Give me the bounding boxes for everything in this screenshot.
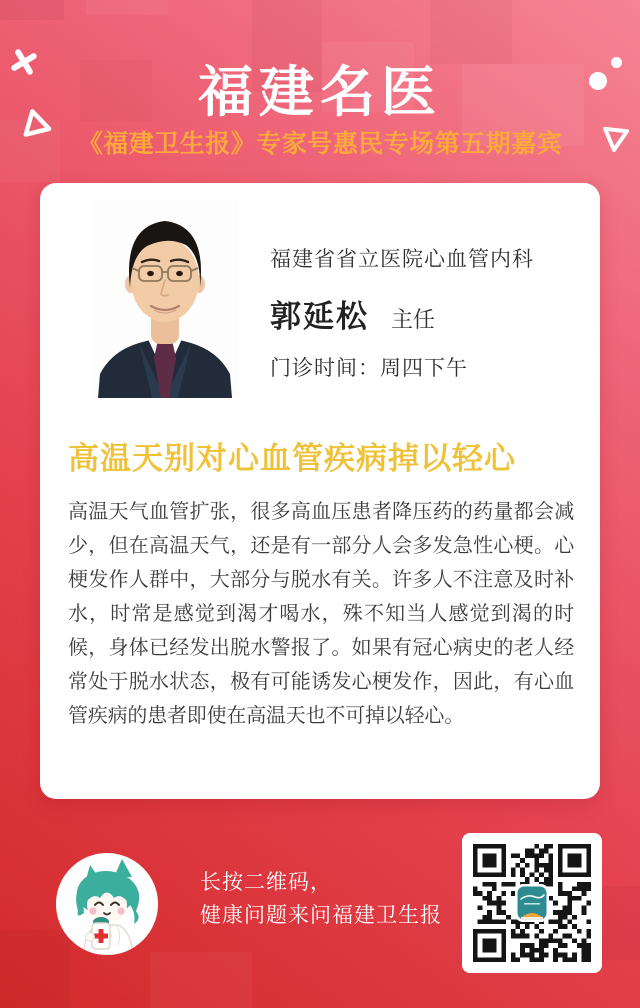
doctor-name: 郭延松: [270, 299, 369, 334]
clinic-hours: 门诊时间：周四下午: [270, 357, 468, 380]
cta-text: [200, 866, 442, 932]
nurse-mascot-avatar: [56, 853, 158, 955]
bg-block: [86, 0, 168, 15]
doctor-photo: [92, 200, 238, 398]
cta-line-1: 长按二维码，: [200, 871, 332, 894]
bg-block: [150, 952, 252, 1008]
qr-code: [462, 833, 602, 973]
doctor-name-row: [270, 291, 534, 336]
page-subtitle: 《福建卫生报》专家号惠民专场第五期嘉宾: [77, 130, 563, 158]
cta-line-2: 健康问题来问福建卫生报: [200, 904, 442, 927]
doctor-card: [40, 183, 600, 799]
article-body: 高温天气血管扩张，很多高血压患者降压药的药量都会减少，但在高温天气，还是有一部分人会多发急性心梗。心梗发作人群中，大部分与脱水有关。许多人不注意及时补水，时常是感觉到渴才喝水，殊不知当人感觉到渴的时候，身体已经发出脱水警报了。如果有冠心病史的老人经常处于脱水状态，极有可能诱发心梗发作，因此，有心血管疾病的患者即使在高温天也不可掉以轻心。: [68, 501, 574, 727]
bg-block: [0, 930, 70, 1008]
doctor-department: 福建省省立医院心血管内科: [270, 248, 534, 271]
bg-block: [0, 0, 64, 20]
page-title: 福建名医: [197, 61, 442, 123]
article-heading: 高温天别对心血管疾病掉以轻心: [68, 441, 516, 476]
doctor-role: 主任: [391, 307, 436, 332]
doctor-info: [270, 243, 534, 382]
